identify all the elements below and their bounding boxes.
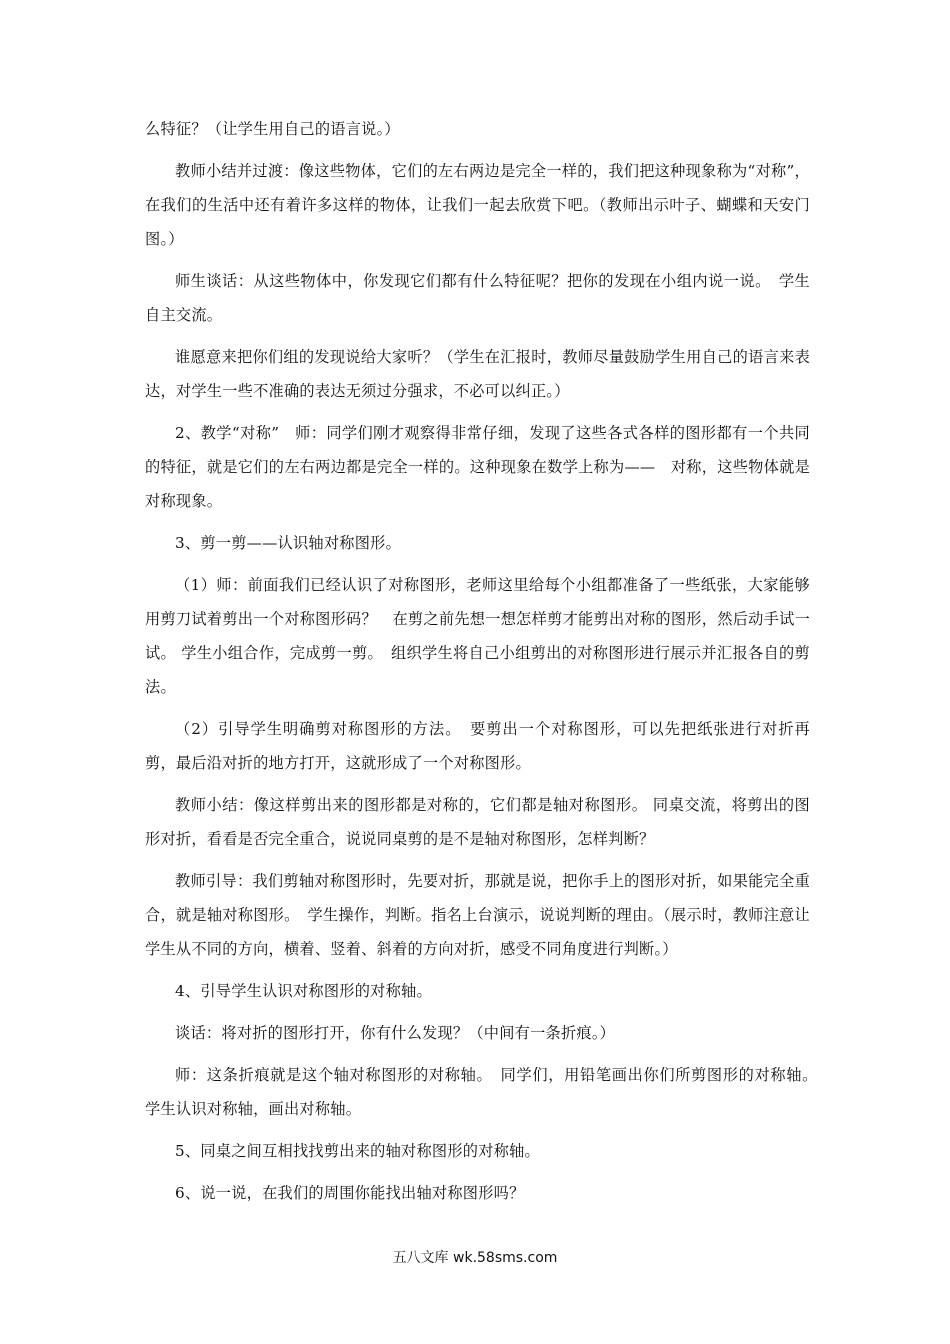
document-body [145, 112, 826, 1218]
paragraph-step-4: 4、引导学生认识对称图形的对称轴。 [175, 982, 432, 1000]
paragraph-teacher-conclusion: 教师小结：像这样剪出来的图形都是对称的，它们都是轴对称图形。 同桌交流，将剪出的图形对折，看看是否完全重合，说说同桌剪的是不是轴对称图形，怎样判断？ [145, 796, 810, 848]
paragraph-axis: 师：这条折痕就是这个轴对称图形的对称轴。 同学们，用铅笔画出你们所剪图形的对称轴。 学生认识对称轴，画出对称轴。 [145, 1066, 826, 1118]
paragraph-step-2: 2、教学“对称” 师：同学们刚才观察得非常仔细，发现了这些各式各样的图形都有一个共同的特征，就是它们的左右两边都是完全一样的。这种现象在数学上称为—— 对称，这些物体就是对称现象。 [145, 424, 810, 510]
paragraph-step-5: 5、同桌之间互相找找剪出来的轴对称图形的对称轴。 [175, 1142, 540, 1160]
paragraph-step-3: 3、剪一剪——认识轴对称图形。 [175, 534, 402, 552]
paragraph-continuation: 么特征？（让学生用自己的语言说。） [145, 120, 400, 138]
paragraph-dialogue: 师生谈话：从这些物体中，你发现它们都有什么特征呢？把你的发现在小组内说一说。 学生自主交流。 [145, 272, 810, 324]
paragraph-step-3-2: （2）引导学生明确剪对称图形的方法。 要剪出一个对称图形，可以先把纸张进行对折再剪，最后沿对折的地方打开，这就形成了一个对称图形。 [145, 720, 810, 772]
paragraph-teacher-summary: 教师小结并过渡：像这些物体，它们的左右两边是完全一样的，我们把这种现象称为“对称”，在我们的生活中还有着许多这样的物体，让我们一起去欣赏下吧。（教师出示叶子、蝴蝶和天安门图。） [145, 162, 810, 248]
paragraph-group-report: 谁愿意来把你们组的发现说给大家听？（学生在汇报时，教师尽量鼓励学生用自己的语言来表达，对学生一些不准确的表达无须过分强求，不必可以纠正。） [145, 348, 810, 400]
paragraph-step-6: 6、说一说，在我们的周围你能找出轴对称图形吗？ [175, 1184, 525, 1202]
paragraph-step-3-1: （1）师：前面我们已经认识了对称图形，老师这里给每个小组都准备了一些纸张，大家能够用剪刀试着剪出一个对称图形码？ 在剪之前先想一想怎样剪才能剪出对称的图形，然后动手试一试。 学生小组合作，完成剪一剪。 组织学生将自己小组剪出的对称图形进行展示并汇报各自的剪法。 [145, 576, 810, 696]
page-footer: 五八文库 wk.58sms.com [392, 1250, 558, 1266]
paragraph-talk: 谈话：将对折的图形打开，你有什么发现？（中间有一条折痕。） [175, 1024, 616, 1042]
paragraph-teacher-guide: 教师引导：我们剪轴对称图形时，先要对折，那就是说，把你手上的图形对折，如果能完全重合，就是轴对称图形。 学生操作，判断。指名上台演示，说说判断的理由。（展示时，教师注意让学生从不同的方向，横着、竖着、斜着的方向对折，感受不同角度进行判断。） [145, 872, 810, 958]
